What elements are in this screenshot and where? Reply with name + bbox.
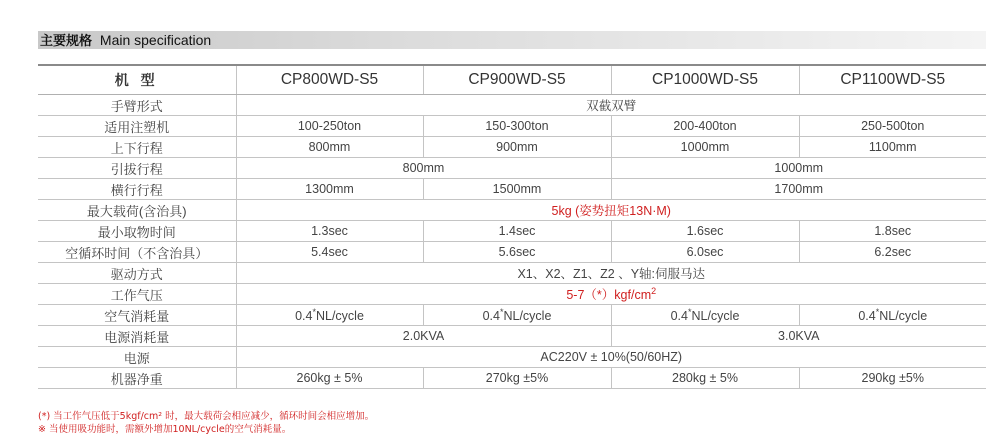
air-unit: NL/cycle (315, 309, 364, 324)
row-value (423, 305, 611, 326)
row-value (611, 305, 799, 326)
model-col-4: CP1100WD-S5 (799, 65, 986, 95)
row-label: 空气消耗量 (38, 305, 236, 326)
row-value: 800mm (236, 158, 611, 179)
model-col-1: CP800WD-S5 (236, 65, 423, 95)
row-value: 270kg ±5% (423, 368, 611, 389)
table-row (38, 263, 986, 284)
table-row (38, 305, 986, 326)
air-pressure-value: 5-7（*）kgf/cm (566, 288, 652, 302)
row-value (236, 305, 423, 326)
row-label: 引拔行程 (38, 158, 236, 179)
air-mark: * (875, 306, 880, 317)
row-value: X1、X2、Z1、Z2 、Y轴:伺服马达 (236, 263, 986, 284)
row-value: 200-400ton (611, 116, 799, 137)
row-value: 1.8sec (799, 221, 986, 242)
air-unit: NL/cycle (879, 309, 928, 324)
row-value: 5.4sec (236, 242, 423, 263)
row-value (236, 284, 986, 305)
air-pressure-superscript: 2 (651, 285, 657, 296)
row-label: 最小取物时间 (38, 221, 236, 242)
row-value: 260kg ± 5% (236, 368, 423, 389)
row-value: 2.0KVA (236, 326, 611, 347)
air-value: 0.4 (482, 309, 500, 324)
row-value: 1100mm (799, 137, 986, 158)
table-row (38, 326, 986, 347)
row-value: 6.0sec (611, 242, 799, 263)
table-row (38, 179, 986, 200)
air-value: 0.4 (295, 309, 313, 324)
air-value: 0.4 (670, 309, 688, 324)
row-label: 上下行程 (38, 137, 236, 158)
row-value: 5kg (姿势扭矩13N·M) (236, 200, 986, 221)
footnote-suction: ※ 当使用吸功能时，需额外增加10NL/cycle的空气消耗量。 (38, 424, 292, 435)
row-value: 1700mm (611, 179, 986, 200)
section-title-cn: 主要规格 (40, 34, 93, 49)
row-value: 290kg ±5% (799, 368, 986, 389)
row-value: 3.0KVA (611, 326, 986, 347)
row-value: 1.6sec (611, 221, 799, 242)
table-row (38, 95, 986, 116)
row-value: 5.6sec (423, 242, 611, 263)
table-row (38, 284, 986, 305)
table-row (38, 368, 986, 389)
table-row (38, 158, 986, 179)
table-row (38, 116, 986, 137)
model-col-3: CP1000WD-S5 (611, 65, 799, 95)
row-value: 1000mm (611, 137, 799, 158)
spec-table (38, 64, 986, 389)
row-value: 280kg ± 5% (611, 368, 799, 389)
table-row (38, 221, 986, 242)
row-label: 空循环时间（不含治具） (38, 242, 236, 263)
row-label: 驱动方式 (38, 263, 236, 284)
air-value: 0.4 (858, 309, 876, 324)
table-row (38, 200, 986, 221)
row-label: 机器净重 (38, 368, 236, 389)
row-label: 适用注塑机 (38, 116, 236, 137)
row-value: 1500mm (423, 179, 611, 200)
row-value: 双截双臂 (236, 95, 986, 116)
row-value: 150-300ton (423, 116, 611, 137)
air-mark: * (499, 306, 504, 317)
section-title-en: Main specification (99, 32, 212, 48)
air-unit: NL/cycle (691, 309, 740, 324)
row-value: 250-500ton (799, 116, 986, 137)
model-header: 机 型 (38, 65, 236, 95)
row-value: 800mm (236, 137, 423, 158)
table-header-row (38, 65, 986, 95)
row-label: 工作气压 (38, 284, 236, 305)
row-label: 横行行程 (38, 179, 236, 200)
row-value: 1.3sec (236, 221, 423, 242)
row-value: 6.2sec (799, 242, 986, 263)
air-mark: * (687, 306, 692, 317)
row-label: 电源消耗量 (38, 326, 236, 347)
table-row (38, 137, 986, 158)
air-unit: NL/cycle (503, 309, 552, 324)
row-label: 电源 (38, 347, 236, 368)
row-value: 1.4sec (423, 221, 611, 242)
row-value: 1300mm (236, 179, 423, 200)
section-title-bar (38, 31, 986, 49)
model-col-2: CP900WD-S5 (423, 65, 611, 95)
row-value: 900mm (423, 137, 611, 158)
row-label: 最大载荷(含治具) (38, 200, 236, 221)
row-value: 1000mm (611, 158, 986, 179)
footnote-pressure: (*) 当工作气压低于5kgf/cm² 时，最大载荷会相应减少，循环时间会相应增加。 (38, 411, 375, 422)
row-label: 手臂形式 (38, 95, 236, 116)
table-row (38, 347, 986, 368)
footnotes (38, 410, 374, 436)
table-row (38, 242, 986, 263)
row-value (799, 305, 986, 326)
air-mark: * (312, 306, 316, 317)
row-value: 100-250ton (236, 116, 423, 137)
row-value: AC220V ± 10%(50/60HZ) (236, 347, 986, 368)
